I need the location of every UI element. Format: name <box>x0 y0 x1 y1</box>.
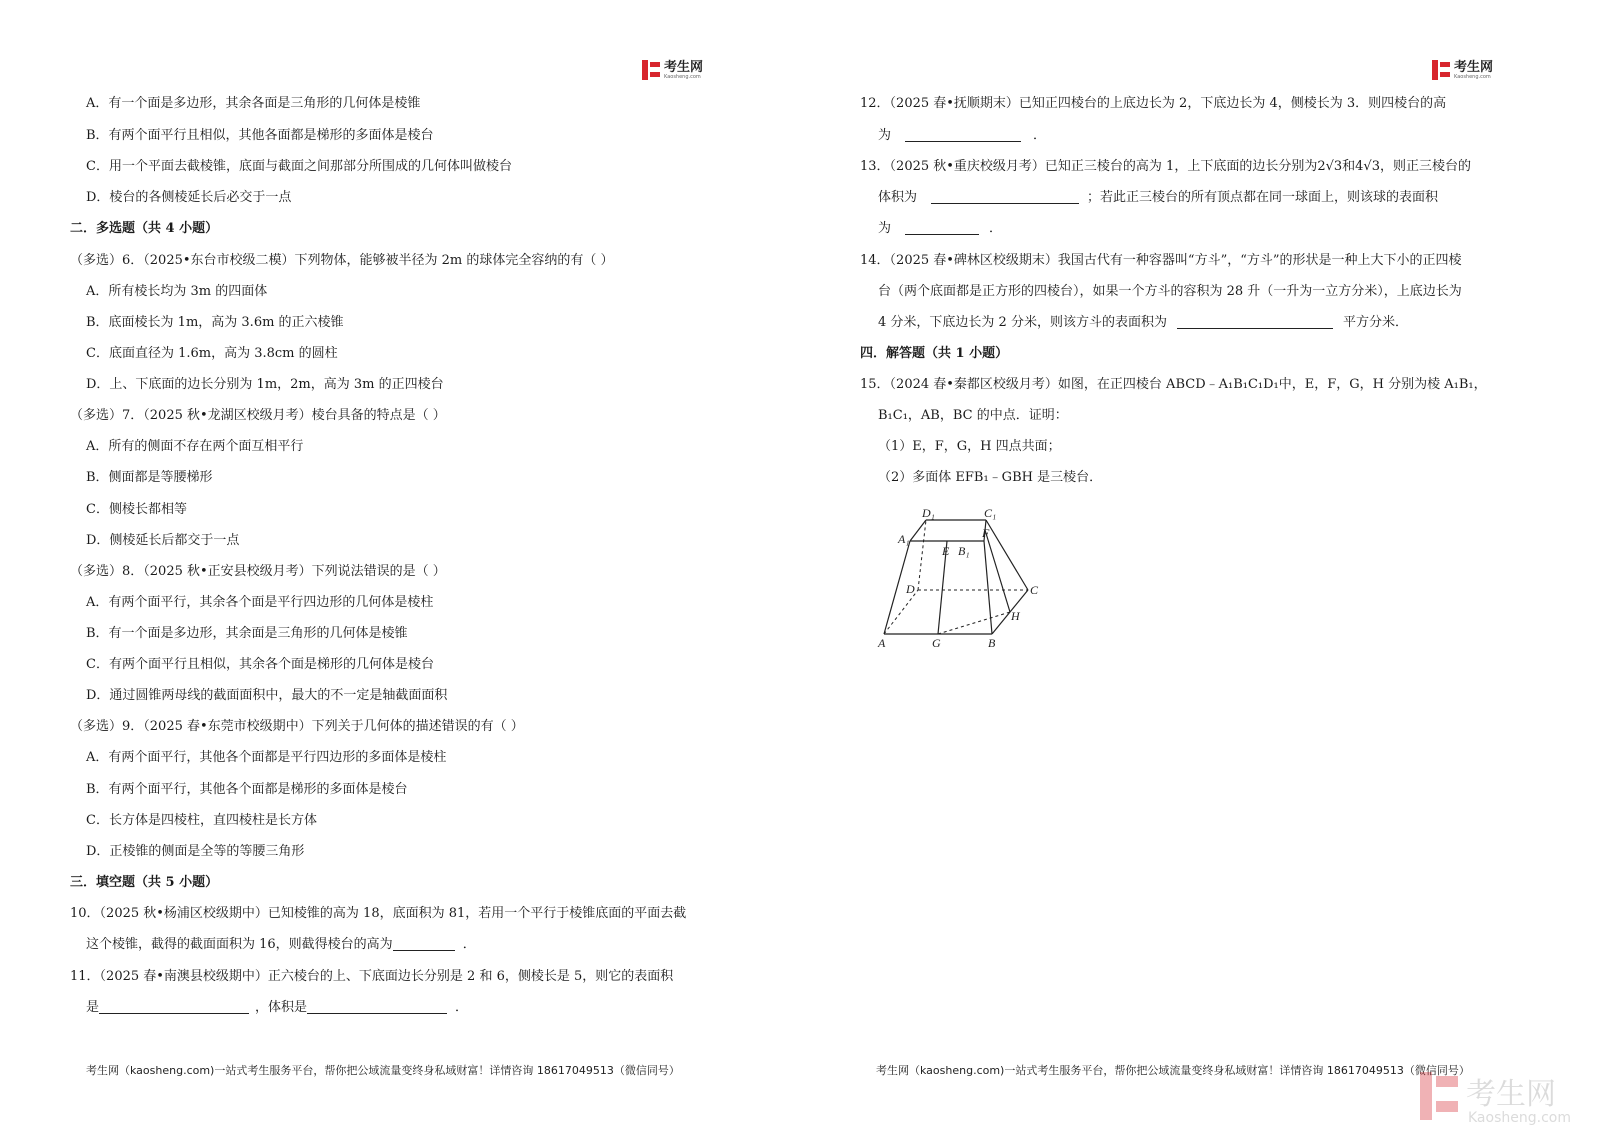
section-heading-multi-choice: 二．多选题（共 4 小题） <box>70 221 219 236</box>
label-b: B <box>988 636 996 650</box>
question-15: 15．（2024 春•秦都区校级月考）如图，在正四棱台 ABCD﹣A₁B₁C₁D₁中，E，F，G，H 分别为棱 A₁B₁， <box>860 377 1487 392</box>
logo-text: 考生网 <box>1454 59 1494 75</box>
q14-line-2: 台（两个底面都是正方形的四棱台），如果一个方斗的容积为 28 升（一升为一立方分米），上底边长为 <box>878 284 1462 299</box>
logo-subtext: Kaosheng.com <box>1454 73 1491 80</box>
label-f: F <box>982 526 990 540</box>
label-a1: A₁ <box>898 532 910 546</box>
answer-blank[interactable] <box>393 936 455 951</box>
kaosheng-watermark-icon <box>1420 1072 1458 1120</box>
question-9: （多选）9．（2025 春•东莞市校级期中）下列关于几何体的描述错误的有（ ） <box>70 719 524 734</box>
question-11: 11．（2025 春•南澳县校级期中）正六棱台的上、下底面边长分别是 2 和 6，侧棱长是 5，则它的表面积 <box>70 969 674 984</box>
q9-option-d: D．正棱锥的侧面是全等的等腰三角形 <box>86 844 305 859</box>
question-7: （多选）7．（2025 秋•龙湖区校级月考）棱台具备的特点是（ ） <box>70 408 446 423</box>
section-heading-solutions: 四．解答题（共 1 小题） <box>860 346 1009 361</box>
label-a: A <box>878 636 886 650</box>
kaosheng-logo <box>1432 58 1493 82</box>
q13-continuation-2: 为 ． <box>878 221 1003 236</box>
q7-option-c: C．侧棱长都相等 <box>86 502 187 517</box>
q13-continuation: 体积为 ；若此正三棱台的所有顶点都在同一球面上，则该球的表面积 <box>878 190 1439 205</box>
q5-option-d: D．棱台的各侧棱延长后必交于一点 <box>86 190 292 205</box>
edge-a1d1 <box>910 520 926 541</box>
q6-option-c: C．底面直径为 1.6m，高为 3.8cm 的圆柱 <box>86 346 338 361</box>
q6-option-d: D．上、下底面的边长分别为 1m，2m，高为 3m 的正四棱台 <box>86 377 444 392</box>
answer-blank[interactable] <box>931 189 1079 204</box>
question-8: （多选）8．（2025 秋•正安县校级月考）下列说法错误的是（ ） <box>70 564 446 579</box>
q8-option-d: D．通过圆锥两母线的截面面积中，最大的不一定是轴截面面积 <box>86 688 448 703</box>
q9-option-b: B．有两个面平行，其他各个面都是梯形的多面体是棱台 <box>86 782 408 797</box>
q5-option-a: A．有一个面是多边形，其余各面是三角形的几何体是棱锥 <box>86 96 421 111</box>
page-footer: 考生网（kaosheng.com)一站式考生服务平台，帮你把公域流量变终身私域财富！详情咨询 18617049513（微信同号） <box>876 1064 1470 1077</box>
q8-option-b: B．有一个面是多边形，其余面是三角形的几何体是棱锥 <box>86 626 408 641</box>
q10-continuation: 这个棱锥，截得的截面面积为 16，则截得棱台的高为 ． <box>86 937 476 952</box>
watermark-subtext: Kaosheng.com <box>1468 1110 1571 1126</box>
question-14: 14．（2025 春•碑林区校级期末）我国古代有一种容器叫“方斗”，“方斗”的形状是一种上大下小的正四棱 <box>860 253 1462 268</box>
q9-option-c: C．长方体是四棱柱，直四棱柱是长方体 <box>86 813 317 828</box>
label-b1: B₁ <box>958 544 970 558</box>
label-c1: C₁ <box>984 506 997 520</box>
kaosheng-watermark <box>1418 1068 1598 1126</box>
watermark-text: 考生网 <box>1466 1077 1556 1112</box>
question-10: 10．（2025 秋•杨浦区校级期中）已知棱锥的高为 18，底面积为 81，若用一个平行于棱锥底面的平面去截 <box>70 906 687 921</box>
q7-option-d: D．侧棱延长后都交于一点 <box>86 533 240 548</box>
q15-part-2: （2）多面体 EFB₁﹣GBH 是三棱台． <box>878 470 1103 485</box>
answer-blank[interactable] <box>99 999 249 1014</box>
q12-continuation: 为 ． <box>878 128 1047 143</box>
logo-text: 考生网 <box>664 59 704 75</box>
q7-option-b: B．侧面都是等腰梯形 <box>86 470 213 485</box>
q5-option-b: B．有两个面平行且相似，其他各面都是梯形的多面体是棱台 <box>86 128 434 143</box>
q7-option-a: A．所有的侧面不存在两个面互相平行 <box>86 439 304 454</box>
label-h: H <box>1011 609 1020 623</box>
q14-line-3: 4 分米，下底边长为 2 分米，则该方斗的表面积为 平方分米． <box>878 315 1408 330</box>
hidden-edge-dd1 <box>918 520 926 590</box>
q9-option-a: A．有两个面平行，其他各个面都是平行四边形的多面体是棱柱 <box>86 750 447 765</box>
hidden-segment-gh <box>938 612 1010 634</box>
q8-option-c: C．有两个面平行且相似，其余各个面是梯形的几何体是棱台 <box>86 657 434 672</box>
section-heading-fill-blank: 三．填空题（共 5 小题） <box>70 875 219 890</box>
answer-blank[interactable] <box>905 127 1021 142</box>
question-13: 13．（2025 秋•重庆校级月考）已知正三棱台的高为 1，上下底面的边长分别为2√3和4√3，则正三棱台的 <box>860 159 1471 174</box>
kaosheng-logo-icon <box>642 60 660 80</box>
q6-option-a: A．所有棱长均为 3m 的四面体 <box>86 284 268 299</box>
label-g: G <box>932 636 941 650</box>
question-12: 12．（2025 春•抚顺期末）已知正四棱台的上底边长为 2，下底边长为 4，侧棱长为 3．则四棱台的高 <box>860 96 1447 111</box>
q6-option-b: B．底面棱长为 1m，高为 3.6m 的正六棱锥 <box>86 315 344 330</box>
frustum-figure <box>878 506 1078 665</box>
label-c: C <box>1030 583 1039 597</box>
q15-line-2: B₁C₁，AB，BC 的中点．证明： <box>878 408 1068 423</box>
label-d1: D₁ <box>922 506 935 520</box>
label-d: D <box>906 582 915 596</box>
q15-part-1: （1）E，F，G，H 四点共面； <box>878 439 1061 454</box>
question-6: （多选）6．（2025•东台市校级二模）下列物体，能够被半径为 2m 的球体完全容纳的有（ ） <box>70 253 614 268</box>
q11-continuation: 是 ，体积是 ． <box>86 1000 469 1015</box>
page-footer: 考生网（kaosheng.com)一站式考生服务平台，帮你把公域流量变终身私域财富！详情咨询 18617049513（微信同号） <box>86 1064 680 1077</box>
logo-subtext: Kaosheng.com <box>664 73 701 80</box>
kaosheng-logo <box>642 58 703 82</box>
answer-blank[interactable] <box>905 220 979 235</box>
answer-blank[interactable] <box>1177 314 1333 329</box>
kaosheng-logo-icon <box>1432 60 1450 80</box>
label-e: E <box>942 544 950 558</box>
q5-option-c: C．用一个平面去截棱锥，底面与截面之间那部分所围成的几何体叫做棱台 <box>86 159 512 174</box>
q8-option-a: A．有两个面平行，其余各个面是平行四边形的几何体是棱柱 <box>86 595 434 610</box>
answer-blank[interactable] <box>307 999 447 1014</box>
